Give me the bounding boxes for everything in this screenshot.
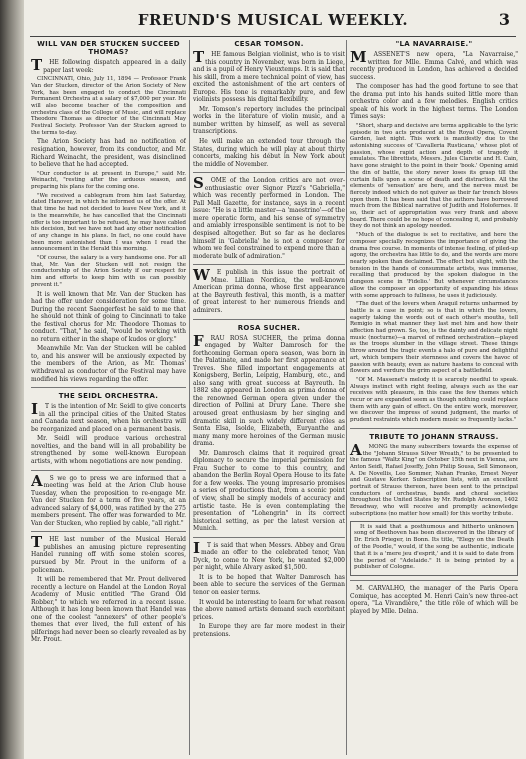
article-seidl-orchestra bbox=[31, 392, 186, 465]
article-paragraph: It is to be hoped that Walter Damrosch has been able to secure the services of the German tenor on easier terms. bbox=[193, 573, 345, 596]
divider bbox=[193, 264, 345, 265]
page-number: 3 bbox=[498, 10, 510, 29]
divider bbox=[193, 319, 345, 320]
article-rosa-sucher bbox=[193, 324, 345, 533]
divider bbox=[350, 580, 518, 581]
divider bbox=[31, 387, 186, 388]
article-heading: WILL VAN DER STUCKEN SUCCEED THOMAS? bbox=[37, 40, 180, 56]
divider bbox=[31, 531, 186, 532]
article-heading: CESAR TOMSON. bbox=[234, 40, 304, 48]
divider bbox=[31, 470, 186, 471]
article-paragraph: Mr. Seidl will produce various orchestral novelties, and the band will in all probability be strengthened by some well-known European artists, with whom negotiations are now pending. bbox=[31, 435, 186, 465]
article-paragraph: THE following dispatch appeared in a daily paper last week: bbox=[31, 56, 186, 74]
article-nordica-portrait bbox=[193, 266, 345, 314]
article-paragraph: "Short, sharp and decisive are terms applicable to the lyric episode in two acts produced at the Royal Opera, Covent Garden, last night. This work is manifestly due to the astonishing success of 'Cavalleria Rusticana,' whose plot of passion, whose rapid action and depth of tragedy it emulates. The librettists, Messrs. Jules Claretie and H. Cain, have gone straight to the point in their 'book.' Opening amid the din of battle, the story never loses its grasp till the curtain falls upon a scene of death and distraction. All the elements of 'sensation' are here, and the nerves must be fiercely indeed which do not quiver as their far trench blows upon them. It has been said that the authors have borrowed much from the Biblical narrative of Judith and Holofernes. If so, their act of appropriation was very frank and above board. There could be no hope of concealing it, and probably they do not think an apology needed. bbox=[350, 122, 518, 230]
article-paragraph: MASSENET'S new opera, "La Navarraise," written for Mlle. Emma Calvé, and which was recently produced in London, has achieved a decided success. bbox=[350, 48, 518, 81]
article-paragraph: In Europe they are far more modest in their pretensions. bbox=[193, 623, 345, 638]
article-paragraph: M. CARVALHO, the manager of the Paris Opera Comique, has accepted M. Henri Cain's new three-act opera, "La Vivandière," the title rôle of which will be played by Mlle. Delna. bbox=[350, 585, 518, 615]
article-paragraph: THE famous Belgian violinist, who is to visit this country in November, was born in Liege, and is a pupil of Henry Vieuxtemps. It is said that his skill, from a mere technical point of view, has excited the astonishment of the art centers of Europe. His tone is remarkably pure, and few violinists possess his digital flexibility. bbox=[193, 48, 345, 104]
article-cesar-tomson bbox=[193, 40, 345, 168]
article-heading: THE SEIDL ORCHESTRA. bbox=[58, 392, 159, 401]
column-1 bbox=[31, 40, 186, 755]
column-3 bbox=[346, 40, 518, 755]
article-paragraph: WE publish in this issue the portrait of Mme. Lillian Nordica, the well-known American prima donna, whose first appearance at the Bayreuth festival, this month, is a matter of great interest to her numerous friends and admirers. bbox=[193, 266, 345, 314]
article-paragraph: AMONG the many subscribers towards the expense of the "Johann Strauss Silver Wreath," to be presented to the famous "Waltz King" on October 15th next in Vienna, are Anton Seidl, Rafael Joseffy, John Philip Sousa, Sell Simonson, A. De Novellis, Leo Sommer, Nahan Franko, Ernest Neyer and Gustave Kerker. Subscription lists, with an excellent portrait of Strauss thereon, have been sent to the principal conductors of orchestras, bands and choral societies throughout the United States by Mr. Rudolph Aronson, 1402 Broadway, who will receive and promptly acknowledge subscriptions (no matter how small) for this worthy tribute. bbox=[350, 440, 518, 517]
article-paragraph: "Of M. Massenet's melody it is scarcely needful to speak. Always instinct with right feeling, always such as the ear receives with pleasure, in this case the few themes which recur or are expanded seem as though nothing could replace them with any gain of effect. On the entire work, moreover, we discover the impress of sound judgment, the marks of prudent restraints which modern music so frequently lacks." bbox=[350, 376, 518, 424]
article-paragraph: Meanwhile Mr. Van der Stucken will be cabled to, and his answer will be anxiously expected by the members of the Arion, as Mr. Thomas' withdrawal as conductor of the Festival may have modified his views regarding the offer. bbox=[31, 345, 186, 383]
binding-edge bbox=[0, 0, 24, 759]
article-paragraph: THE last number of the Musical Herald publishes an amusing picture representing Handel running off with some stolen scores, pursued by Mr. Prout in the uniform of a policeman. bbox=[31, 533, 186, 574]
article-paragraph: CINCINNATI, Ohio, July 11, 1894 — Professor Frank Van der Stucken, director of the Arion Society of New York, has been engaged to conduct the Cincinnati Permanent Orchestra at a salary of $7,000 per year. He will also become teacher of the composition and orchestra class of the College of Music, and will replace Theodore Thomas as director of the Cincinnati May Festival Society. Professor Van der Stucken agreed to the terms to-day. bbox=[31, 76, 186, 136]
divider bbox=[350, 428, 518, 429]
article-paragraph: The composer has had the good fortune to see that the drama put into his hands suited little more than orchestra color and a few melodies. English critics speak of his work in the highest terms. The London Times says: bbox=[350, 83, 518, 121]
article-arion-meeting bbox=[31, 471, 186, 528]
article-london-critics bbox=[193, 174, 345, 260]
article-paragraph: "The duet of the lovers when Araquil returns unharmed by battle is a case in point; so is that in which the lovers, eagerly taking the words out of each other's mouths, tell Remigio in what manner they last met him and how their affection had grown. So, too, is the dainty and delicate night music (nocturne)—a marvel of refined orchestration—played as the troops slumber in the village street. These things throw around the tragic events a halo of pure and delightful art, which tempers their sternness and covers the havoc of passion with beauty, even as nature hastens to conceal with flowers and verdure the grim aspect of a battlefield. bbox=[350, 301, 518, 375]
article-abbey-grau bbox=[193, 538, 345, 639]
article-paragraph: He will make an extended tour through the States, during which he will play at about thirty concerts, making his début in New York about the middle of November. bbox=[193, 138, 345, 168]
article-paragraph: It is well known that Mr. Van der Stucken has had the offer under consideration for some time. During the recent Saengerfest he said to me that he should not think of going to Cincinnati to take the festival chorus for Mr. Theodore Thomas to conduct. "That," he said, "would be working with no return either in the shape of kudos or glory." bbox=[31, 290, 186, 343]
divider bbox=[193, 172, 345, 173]
article-paragraph: "Our conductor is at present in Europe," said Mr. Weinacht, "resting after the arduous season, and preparing his plans for the coming one. bbox=[31, 170, 186, 191]
article-paragraph: Mr. Tomson's repertory includes the principal works in the literature of violin music, and a number written by himself, as well as several transcriptions. bbox=[193, 105, 345, 136]
article-paragraph: It will be remembered that Mr. Prout delivered recently a lecture on Handel at the London Royal Academy of Music entitled "The Grand Old Robber," to which we referred in a recent issue. Although it has long been known that Handel was one of the coolest "annexers" of other people's themes that ever lived, the full extent of his pilferings had never been so clearly revealed as by Mr. Prout. bbox=[31, 576, 186, 644]
article-paragraph: IT is said that when Messrs. Abbey and Grau made an offer to the celebrated tenor, Van Dyck, to come to New York, he wanted $2,000 per night, while Alvary asked $1,500. bbox=[193, 538, 345, 572]
article-handel-prout bbox=[31, 533, 186, 644]
article-paragraph: SOME of the London critics are not over-enthusiastic over Signor Pizzi's "Gabriella," which was recently performed in London. The Pall Mall Gazette, for instance, says in a recent issue: "He is a little master—a 'maestrino'—of the mere operatic form, and his sense of symmetry and amiably irresponsible sentiment is not to be despised altogether. But so far as he declares himself in 'Gabriella' he is not a composer for whom we feel constrained to expend more than a moderate bulk of admiration." bbox=[193, 174, 345, 260]
article-paragraph: "Much of the dialogue is set to recitative, and here the composer specially recognizes the importance of giving the drama free course. In moments of intense feeling, of piled-up agony, the orchestra has little to do, and the words are more nearly spoken than declaimed. The effect but slight, with the tension in the hands of consummate artists, was immense, recalling that produced by the spoken dialogue in the dungeon scene in 'Fidelio.' But whenever circumstances allow the composer an opportunity of expanding his ideas with some approach to fullness, he uses it judiciously. bbox=[350, 232, 518, 299]
article-paragraph: AS we go to press we are informed that a meeting was held at the Arion Club house Tuesday, when the proposition to re-engage Mr. Van der Stucken for a term of five years, at an advanced salary of $4,000, was ratified by the 275 members present. The offer was forwarded to Mr. Van der Stucken, who replied by cable, "all right." bbox=[31, 471, 186, 527]
article-heading: ROSA SUCHER. bbox=[237, 323, 301, 332]
article-strauss-tribute bbox=[350, 433, 518, 518]
divider bbox=[193, 537, 345, 538]
article-carvalho bbox=[350, 585, 518, 615]
masthead bbox=[30, 8, 516, 37]
column-2 bbox=[189, 40, 345, 755]
article-paragraph: "We received a cablegram from him last Saturday, dated Hanover, in which he informed us of the offer. At that time he had not decided to leave New York, and it is the meanwhile, he has cancelled that the Cincinnati offer is too important to be refused, he may have cabled his decision, but we have not had any other notification of any change in his plans. In fact, no one could have been more astonished than I was when I read the announcement in the Herald this morning. bbox=[31, 192, 186, 253]
article-paragraph: "Of course, the salary is a very handsome one. For all that, Mr. Van der Stucken will not resign the conductorship of the Arion Society if our respect for him and efforts to keep him with us can possibly prevent it." bbox=[31, 255, 186, 288]
article-la-navarraise bbox=[350, 40, 518, 424]
article-paragraph: The Arion Society has had no notification of resignation, however, from its conductor, and Mr. Richard Weinacht, the president, was disinclined to believe that he had accepted. bbox=[31, 138, 186, 169]
boxed-notice bbox=[350, 521, 518, 577]
article-heading: "LA NAVARRAISE." bbox=[395, 40, 473, 48]
article-paragraph: It would be interesting to learn for what reason the above named artists demand such exorbitant prices. bbox=[193, 598, 345, 621]
article-heading: TRIBUTE TO JOHANN STRAUSS. bbox=[369, 432, 499, 441]
article-van-der-stucken bbox=[31, 40, 186, 383]
article-paragraph: FRAU ROSA SUCHER, the prima donna engaged by Walter Damrosch for the forthcoming German opera season, was born in the Palatinate, and made her first appearance at Treves. She filled important engagements at Konigsberg, Berlin, Leipzig, Hamburg, etc., and also sang with great success at Bayreuth. In 1882 she appeared in London as prima donna of the renowned German opera given under the direction of Pollini at Drury Lane. There she aroused great enthusiasm by her singing and dramatic skill in such widely different rôles as Senta Elsa, Isolde, Elizabeth, Euryanthe and many many more heroines of the German music drama. bbox=[193, 331, 345, 448]
article-paragraph: It is said that a posthumous and hitherto unknown song of Beethoven has been discovered in the library of Dr. Erich Prieger, in Bonn. Its title, "Elegy on the Death of the Poodle," would, if the song be authentic, indicate that it is a 'mere jeu d'esprit,' and it is said to date from the period of "Adelaide." It is being printed by a publisher of Cologne. bbox=[354, 523, 514, 571]
publication-title: FREUND'S MUSICAL WEEKLY. bbox=[137, 11, 409, 29]
article-paragraph: Mr. Damrosch claims that it required great diplomacy to secure the imperial permission for Frau Sucher to come to this country, and abandon the Berlin Royal Opera House to its fate for a few weeks. The young impresario promises a series of productions that, from a scenic point of view, shall be simply models of accuracy and artistic taste. He is even contemplating the presentation of "Lohengrin" in its correct historical setting, as per the latest version at Munich. bbox=[193, 449, 345, 533]
article-paragraph: IT is the intention of Mr. Seidl to give concerts in all the principal cities of the United States and Canada next season, when his orchestra will be reorganized and placed on a permanent basis. bbox=[31, 400, 186, 433]
